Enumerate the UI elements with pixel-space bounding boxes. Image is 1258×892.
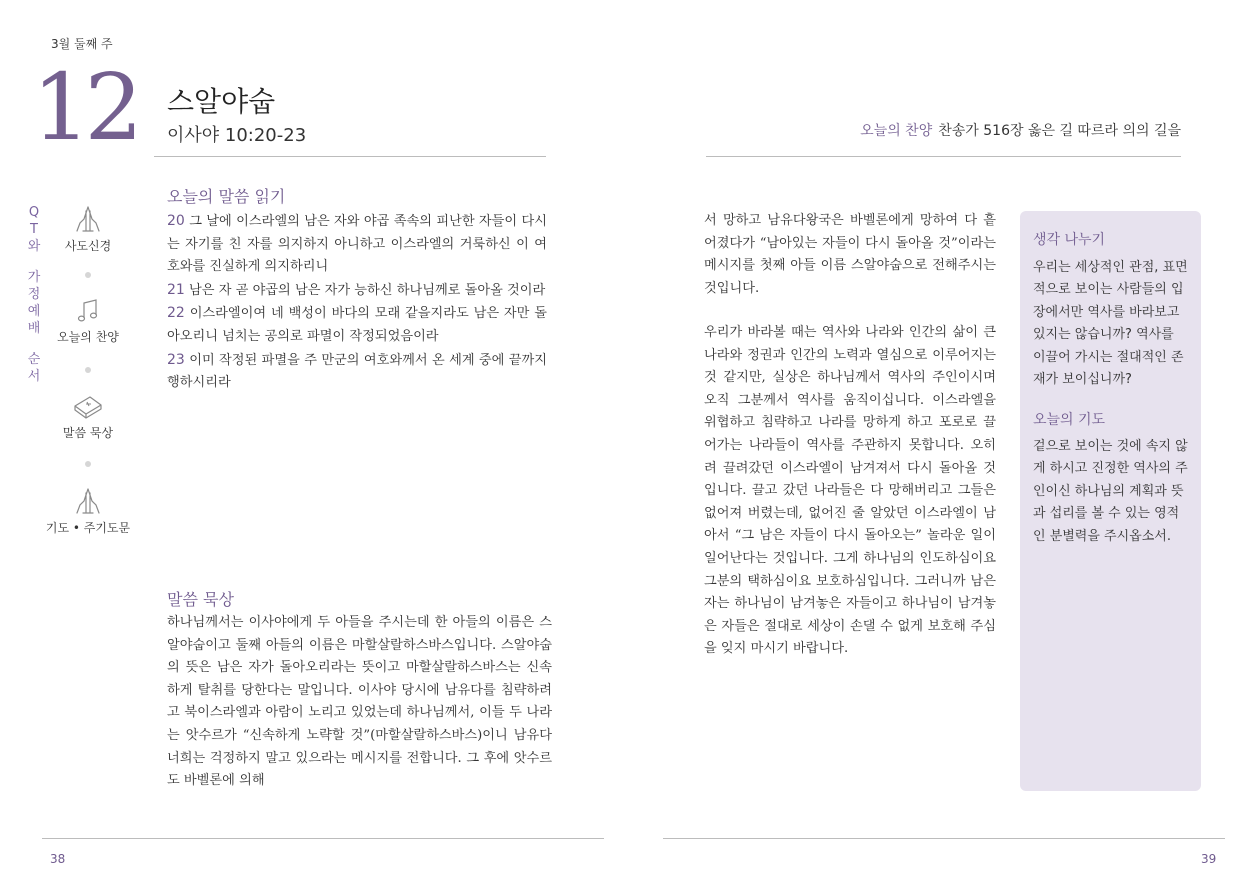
step-hymn [44, 298, 132, 345]
prayer-text: 겉으로 보이는 것에 속지 않게 하시고 진정한 역사의 주인이신 하나님의 계획과 뜻과 섭리를 볼 수 있는 영적인 분별력을 주시옵소서. [1033, 439, 1188, 544]
hymn-text: 찬송가 516장 옳은 길 따르라 의의 길을 [938, 123, 1181, 139]
day-number: 12 [32, 54, 138, 161]
hymn-line [860, 120, 1181, 140]
verse-number: 20 [167, 213, 185, 229]
vertical-char: 배 [27, 321, 41, 336]
praying-hands-icon [73, 205, 103, 233]
verse-number: 22 [167, 305, 185, 322]
vertical-char: 와 [27, 239, 41, 254]
page-number-right: 39 [1201, 852, 1217, 866]
verse-number: 21 [167, 281, 185, 298]
step-label: 오늘의 찬양 [57, 330, 119, 344]
verse-text: 남은 자 곧 야곱의 남은 자가 능하신 하나님께로 돌아올 것이라 [189, 282, 546, 298]
verse-text: 그 날에 이스라엘의 남은 자와 야곱 족속의 피난한 자들이 다시는 자기를 친 자를 의지하지 아니하고 이스라엘의 거룩하신 이 여호와를 진실하게 의지하리니 [167, 214, 547, 275]
step-meditation [44, 392, 132, 441]
step-creed [44, 205, 132, 254]
sharing-text: 우리는 세상적인 관점, 표면적으로 보이는 사람들의 입장에서만 역사를 바라보고 있지는 않습니까? 역사를 이끌어 가시는 절대적인 존재가 보이십니까? [1033, 260, 1188, 388]
footer-divider-right [663, 838, 1225, 839]
vertical-section-label [24, 204, 44, 385]
vertical-char: 예 [27, 304, 41, 319]
header-divider-left [154, 156, 546, 157]
sharing-heading: 생각 나누기 [1033, 232, 1106, 248]
music-note-icon [76, 298, 100, 324]
vertical-char: 정 [27, 287, 41, 302]
hymn-label: 오늘의 찬양 [860, 123, 933, 139]
header-divider-right [706, 156, 1181, 157]
vertical-char: T [30, 222, 38, 237]
meditation-heading: 말씀 묵상 [167, 590, 234, 609]
prayer-heading: 오늘의 기도 [1033, 412, 1106, 428]
reading-body [167, 210, 547, 395]
step-label: 기도 • 주기도문 [45, 521, 131, 535]
verse-text: 이미 작정된 파멸을 주 만군의 여호와께서 온 세계 중에 끝까지 행하시리라 [167, 352, 547, 391]
bible-book-icon [72, 392, 104, 420]
reading-heading: 오늘의 말씀 읽기 [167, 187, 286, 206]
vertical-char: 순 [27, 352, 41, 367]
step-label: 말씀 묵상 [62, 426, 114, 440]
page-title: 스알야숩 [167, 85, 276, 118]
step-separator [85, 272, 91, 278]
page-number-left: 38 [50, 852, 66, 866]
step-separator [85, 461, 91, 467]
meditation-paragraph-2: 우리가 바라볼 때는 역사와 나라와 인간의 삶이 큰 나라와 정권과 인간의 노력과 열심으로 이루어지는 것 같지만, 실상은 하나님께서 역사의 주인이시며 오직 그분께서 역사를 움직이십니다. 이스라엘을 위협하고 침략하고 나라를 망하게 하고 포로로 끌어가는 나라들이 역사를 주관하지 못합니다. 오히려 끌려갔던 이스라엘이 남겨져서 다시 돌아올 것입니다. 끌고 갔던 나라들은 다 망해버리고 그들은 없어져 버렸는데, 없어진 줄 알았던 이스라엘이 남아서 “그 남은 자들이 다시 돌아오는” 놀라운 일이 일어난다는 것입니다. 그게 하나님의 인도하심이요 그분의 택하심이요 보호하심입니다. 그러니까 남은 자는 하나님이 남겨놓은 자들이고 하나님이 남겨놓은 자들은 절대로 세상이 손댈 수 없게 보호해 주심을 잊지 마시기 바랍니다. [704, 325, 996, 657]
footer-divider-left [42, 838, 604, 839]
verse-number: 23 [167, 351, 185, 368]
vertical-char: 서 [27, 369, 41, 384]
meditation-paragraph-1-start: 하나님께서는 이사야에게 두 아들을 주시는데 한 아들의 이름은 스알야숩이고 둘째 아들의 이름은 마할살랄하스바스입니다. 스알야숩의 뜻은 남은 자가 돌아오리라는 뜻이고 마할살랄하스바스는 신속하게 탈취를 당한다는 말입니다. 이사야 당시에 남유다를 침략하려고 북이스라엘과 아람이 노리고 있었는데 하나님께서, 이들 두 나라는 앗수르가 “신속하게 노략할 것”(마할살랄하스바스)이니 남유다 너희는 걱정하지 말고 있으라는 메시지를 전합니다. 그 후에 앗수르도 바벨론에 의해 [167, 615, 552, 789]
verse-text: 이스라엘이여 네 백성이 바다의 모래 같을지라도 남은 자만 돌아오리니 넘치는 공의로 파멸이 작정되었음이라 [167, 306, 547, 344]
step-label: 사도신경 [64, 239, 112, 253]
step-separator [85, 367, 91, 373]
praying-hands-icon [73, 487, 103, 515]
step-prayer [44, 487, 132, 536]
scripture-reference: 이사야 10:20-23 [167, 125, 307, 146]
vertical-char: 가 [27, 270, 41, 285]
week-label: 3월 둘째 주 [51, 37, 113, 51]
vertical-char: Q [28, 205, 40, 220]
meditation-paragraph-1-end: 서 망하고 남유다왕국은 바벨론에게 망하여 다 흩어졌다가 “남아있는 자들이 다시 돌아올 것”이라는 메시지를 첫째 아들 이름 스알야숩으로 전해주시는 것입니다. [704, 213, 996, 296]
